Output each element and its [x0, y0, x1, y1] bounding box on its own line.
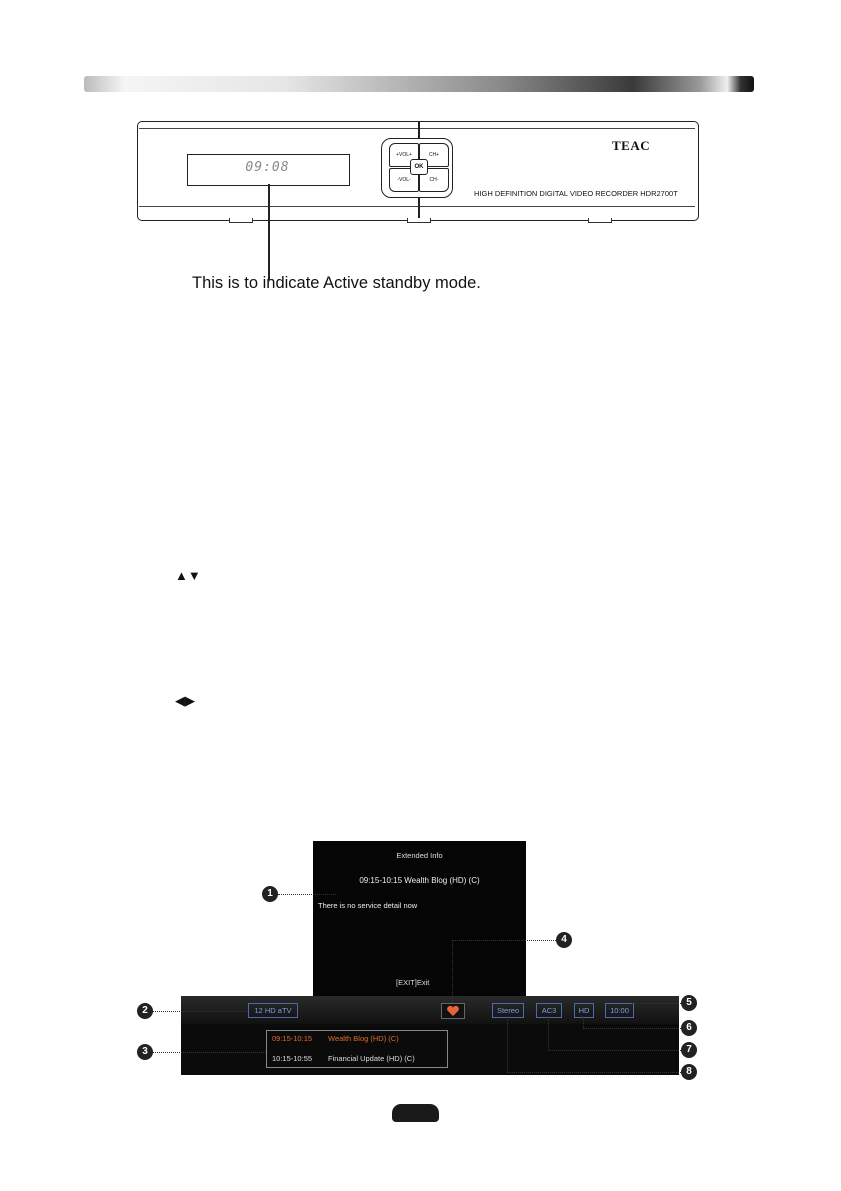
callout-2: 2: [137, 1003, 153, 1019]
device-foot: [229, 218, 253, 223]
callout-4: 4: [556, 932, 572, 948]
definition-box: HD: [574, 1003, 594, 1018]
device-foot: [588, 218, 612, 223]
up-down-arrows-icon: ▲▼: [175, 568, 201, 583]
left-right-arrows-icon: ◀▶: [175, 693, 195, 708]
header-bar: [84, 76, 754, 92]
panel-trim-bottom: [139, 206, 695, 207]
callout-7: 7: [681, 1042, 697, 1058]
callout-8: 8: [681, 1064, 697, 1080]
callout-1: 1: [262, 886, 278, 902]
page-number-tab: [392, 1104, 439, 1122]
callout-6: 6: [681, 1020, 697, 1036]
vol-up-button: +VOL+: [389, 143, 419, 167]
extended-info-panel: [313, 841, 526, 997]
heart-icon: [442, 1004, 464, 1018]
callout-line: [152, 1011, 248, 1012]
ok-button: OK: [410, 159, 428, 175]
standby-caption: This is to indicate Active standby mode.: [192, 274, 481, 292]
callout-line: [507, 1016, 508, 1072]
osd-exit-hint: [EXIT]Exit: [396, 978, 430, 987]
callout-line: [548, 1016, 549, 1050]
osd-detail: There is no service detail now: [318, 901, 418, 910]
device-foot: [407, 218, 431, 223]
callout-line: [452, 940, 556, 941]
callout-5: 5: [681, 995, 697, 1011]
callout-line: [507, 1072, 681, 1073]
callout-line: [452, 940, 453, 1003]
event-name: Financial Update (HD) (C): [328, 1054, 415, 1063]
osd-title: Extended Info: [396, 851, 443, 860]
codec-box: AC3: [536, 1003, 562, 1018]
leader-line: [268, 184, 270, 280]
channel-box: 12 HD aTV: [248, 1003, 298, 1018]
callout-line: [548, 1050, 681, 1051]
event-time: 09:15-10:15: [272, 1034, 313, 1043]
callout-line: [632, 1003, 681, 1004]
audio-box: Stereo: [492, 1003, 524, 1018]
callout-line: [583, 1016, 584, 1028]
vol-down-button: -VOL-: [389, 168, 419, 192]
callout-line: [583, 1028, 681, 1029]
callout-line: [152, 1052, 266, 1053]
panel-trim-top: [139, 128, 695, 129]
event-name: Wealth Blog (HD) (C): [328, 1034, 399, 1043]
clock-box: 10:00: [605, 1003, 634, 1018]
callout-3: 3: [137, 1044, 153, 1060]
event-time: 10:15-10:55: [272, 1054, 313, 1063]
model-label: HIGH DEFINITION DIGITAL VIDEO RECORDER HDR2700T: [474, 189, 678, 198]
osd-program: 09:15-10:15 Wealth Blog (HD) (C): [359, 876, 480, 885]
ch-up-button: CH+: [419, 143, 449, 167]
brand-logo: TEAC: [612, 138, 651, 153]
favorite-box: [441, 1003, 465, 1019]
callout-line: [278, 894, 336, 895]
ch-down-button: CH-: [419, 168, 449, 192]
front-display-time: 09:08: [245, 160, 290, 175]
